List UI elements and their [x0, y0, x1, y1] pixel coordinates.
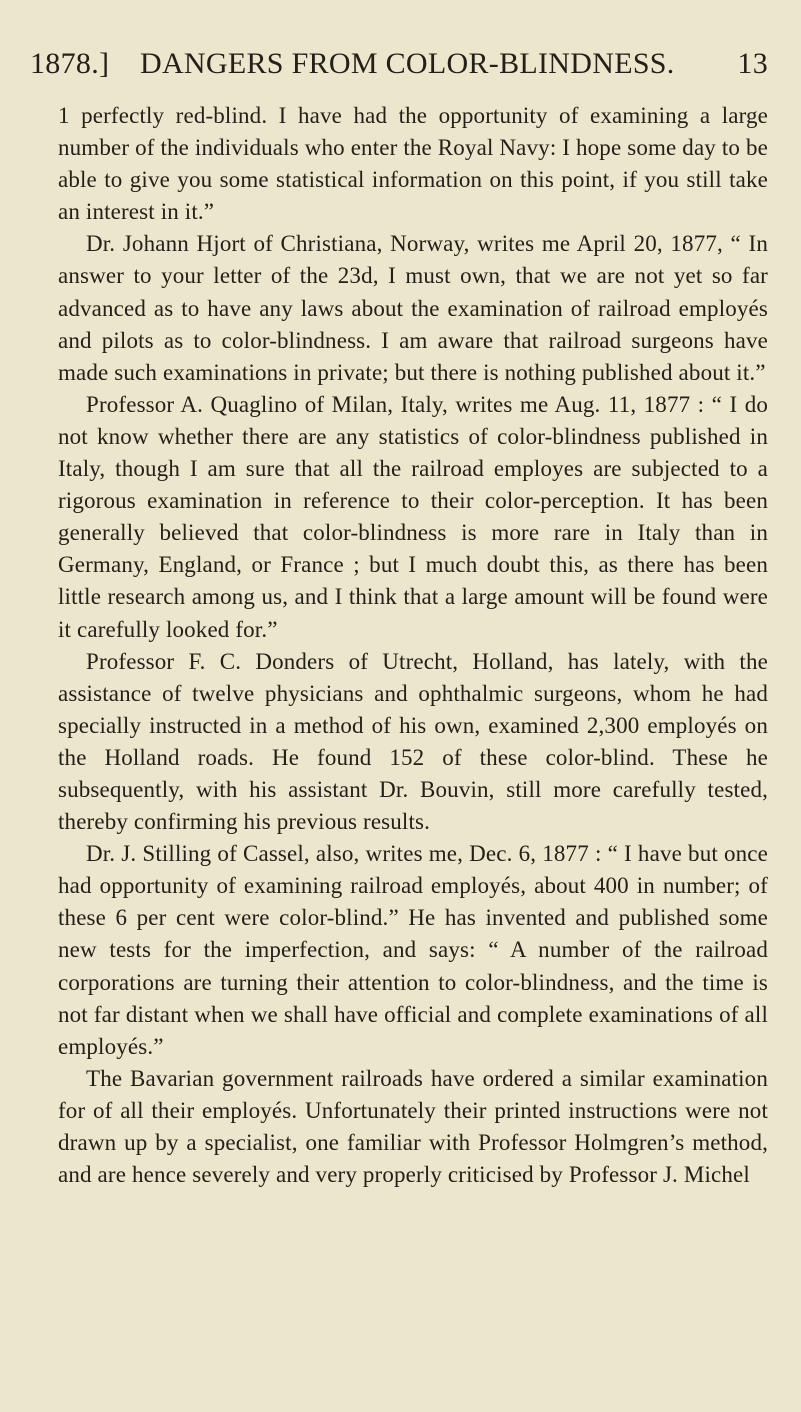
paragraph-quaglino: Professor A. Quaglino of Milan, Italy, writes me Aug. 11, 1877 : “ I do not know whether there are any statistics of color-blindness published in Italy, though I am sure that all the railroad employes are subjected to a rigorous examination in reference to their color-perception. It has been generally believed that color-blindness is more rare in Italy than in Germany, England, or France ; but I much doubt this, as there has been little research among us, and I think that a large amount will be found were it carefully looked for.” [58, 391, 768, 642]
page-number: 13 [737, 47, 768, 80]
header-year: 1878.] [30, 47, 110, 80]
header-title: DANGERS FROM COLOR-BLINDNESS. [140, 47, 675, 80]
paragraph-continued: 1 perfectly red-blind. I have had the opportunity of examining a large number of the individuals who enter the Royal Navy: I hope some day to be able to give you some statistical information on this point, if you still take an interest in it.” [58, 103, 768, 225]
paragraph-donders: Professor F. C. Donders of Utrecht, Holland, has lately, with the assistance of twelve physicians and ophthalmic surgeons, whom he had specially instructed in a method of his own, examined 2,300 employés on the Holland roads. He found 152 of these color-blind. These he subsequently, with his assistant Dr. Bouvin, still more carefully tested, thereby confirming his previous results. [58, 648, 768, 835]
paragraph-bavarian: The Bavarian government railroads have ordered a similar examination for of all their employés. Unfortunately their printed instructions were not drawn up by a specialist, one familiar with Professor Holmgren’s method, and are hence severely and very properly criticised by Professor J. Michel [58, 1065, 768, 1188]
running-head [30, 44, 768, 84]
body-text [58, 100, 768, 1191]
paragraph-hjort: Dr. Johann Hjort of Christiana, Norway, writes me April 20, 1877, “ In answer to your letter of the 23d, I must own, that we are not yet so far advanced as to have any laws about the examination of railroad employés and pilots as to color-blindness. I am aware that railroad surgeons have made such examinations in private; but there is nothing published about it.” [58, 231, 768, 385]
paragraph-stilling: Dr. J. Stilling of Cassel, also, writes me, Dec. 6, 1877 : “ I have but once had opportunity of examining railroad employés, about 400 in number; of these 6 per cent were color-blind.” He has invented and published some new tests for the imperfection, and says: “ A number of the railroad corporations are turning their attention to color-blindness, and the time is not far distant when we shall have official and complete examinations of all employés.” [58, 841, 768, 1059]
